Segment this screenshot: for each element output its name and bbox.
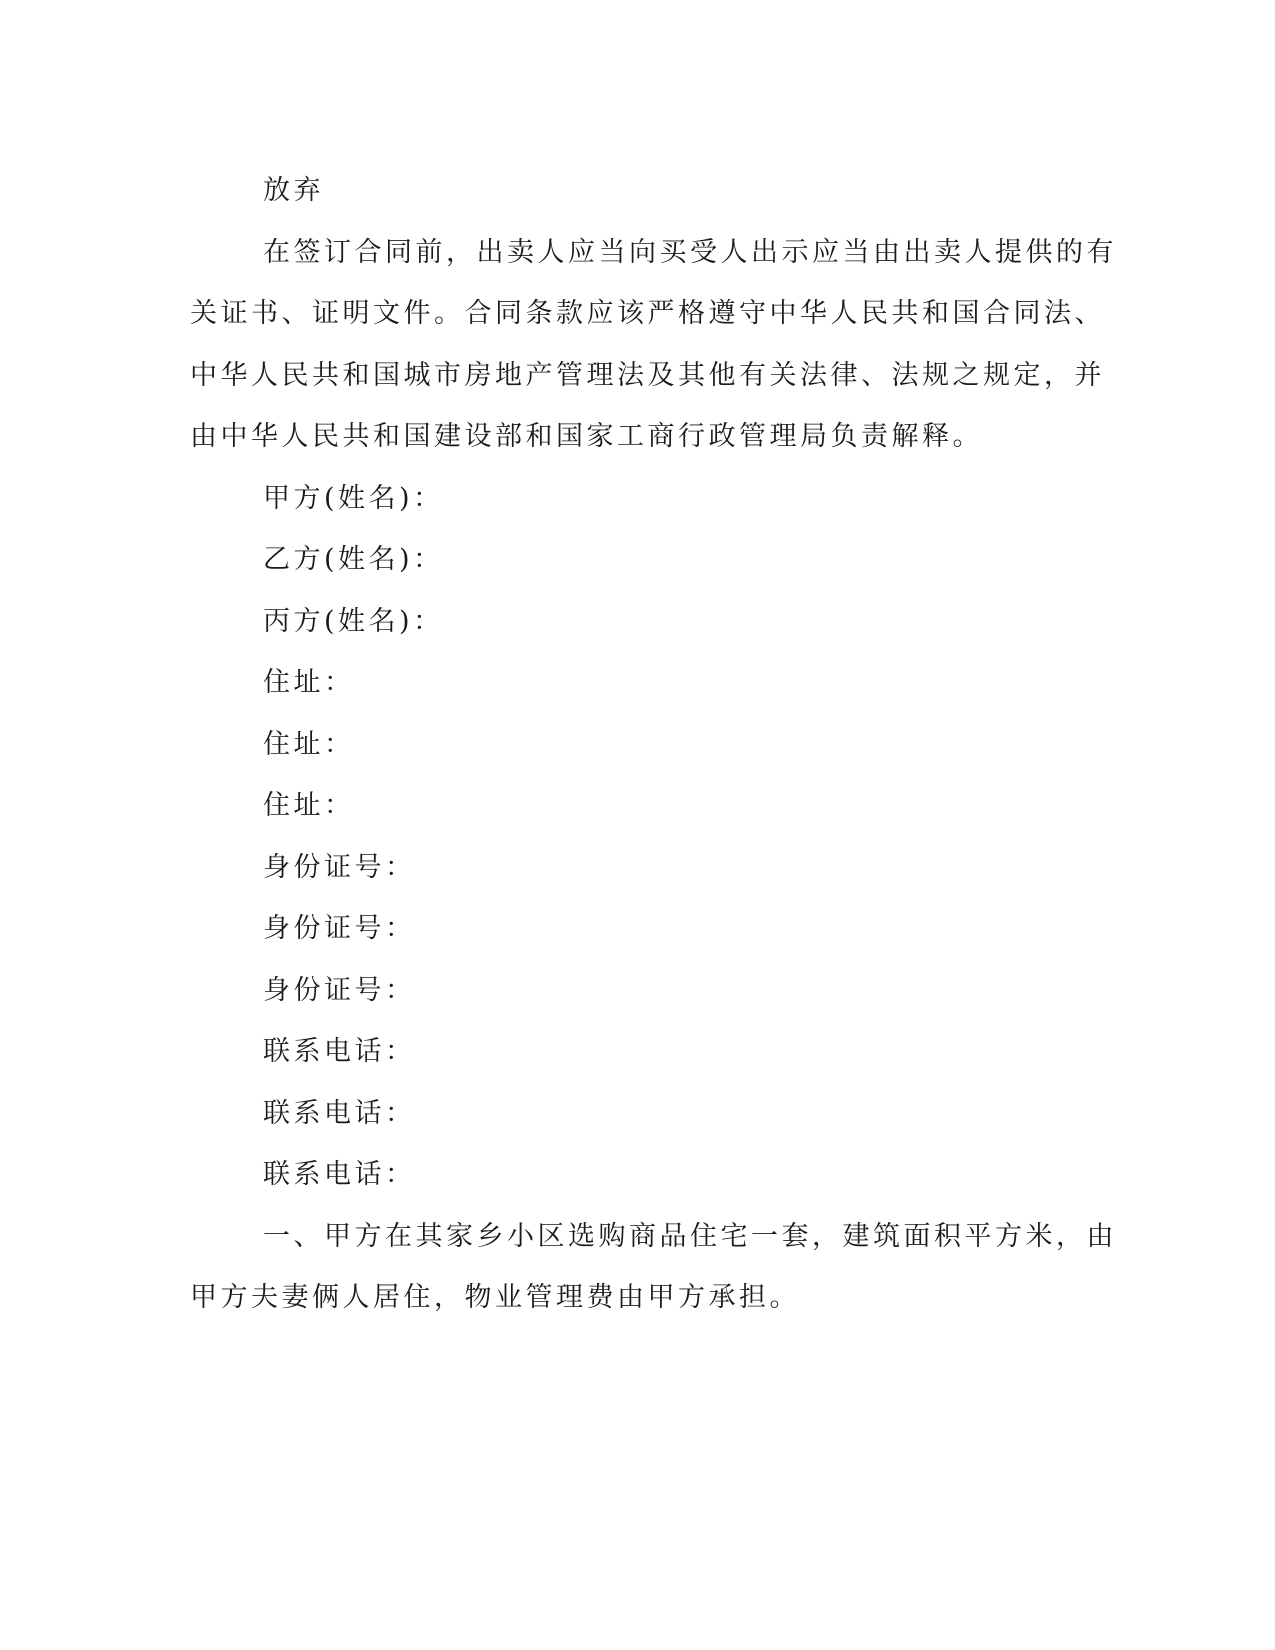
paragraph-line: 关证书、证明文件。合同条款应该严格遵守中华人民共和国合同法、 xyxy=(190,298,1105,329)
field-label: 联系电话： xyxy=(263,1097,416,1129)
field-label: 乙方(姓名)： xyxy=(263,544,444,575)
paragraph-line: 一、甲方在其家乡小区选购商品住宅一套，建筑面积平方米，由 xyxy=(263,1220,1117,1252)
field-label: 身份证号： xyxy=(263,851,416,883)
field-phone xyxy=(190,1021,1080,1083)
field-address xyxy=(190,714,1080,776)
field-label: 住址： xyxy=(263,667,355,698)
field-party-c-name xyxy=(190,591,1080,653)
document-body xyxy=(190,160,1117,1329)
paragraph-waiver xyxy=(190,160,1080,222)
paragraph-line: 甲方夫妻俩人居住，物业管理费由甲方承担。 xyxy=(190,1282,800,1313)
paragraph-line: 放弃 xyxy=(263,175,324,206)
field-label: 住址： xyxy=(263,728,355,760)
field-label: 住址： xyxy=(263,790,355,821)
field-party-b-name xyxy=(190,529,1080,591)
field-id-number xyxy=(190,837,1080,899)
field-label: 联系电话： xyxy=(263,1036,416,1067)
paragraph-line: 在签订合同前，出卖人应当向买受人出示应当由出卖人提供的有 xyxy=(263,236,1117,268)
paragraph-contract-terms xyxy=(190,222,1117,468)
paragraph-line: 由中华人民共和国建设部和国家工商行政管理局负责解释。 xyxy=(190,421,983,452)
field-id-number xyxy=(190,960,1080,1022)
field-label: 联系电话： xyxy=(263,1159,416,1190)
clause-one xyxy=(190,1206,1117,1329)
field-id-number xyxy=(190,898,1080,960)
field-label: 身份证号： xyxy=(263,913,416,944)
field-label: 身份证号： xyxy=(263,974,416,1006)
field-address xyxy=(190,652,1080,714)
field-address xyxy=(190,775,1080,837)
field-party-a-name xyxy=(190,468,1080,530)
field-label: 丙方(姓名)： xyxy=(263,605,444,637)
field-label: 甲方(姓名)： xyxy=(263,482,444,514)
field-phone xyxy=(190,1144,1080,1206)
paragraph-line: 中华人民共和国城市房地产管理法及其他有关法律、法规之规定，并 xyxy=(190,359,1105,391)
field-phone xyxy=(190,1083,1080,1145)
